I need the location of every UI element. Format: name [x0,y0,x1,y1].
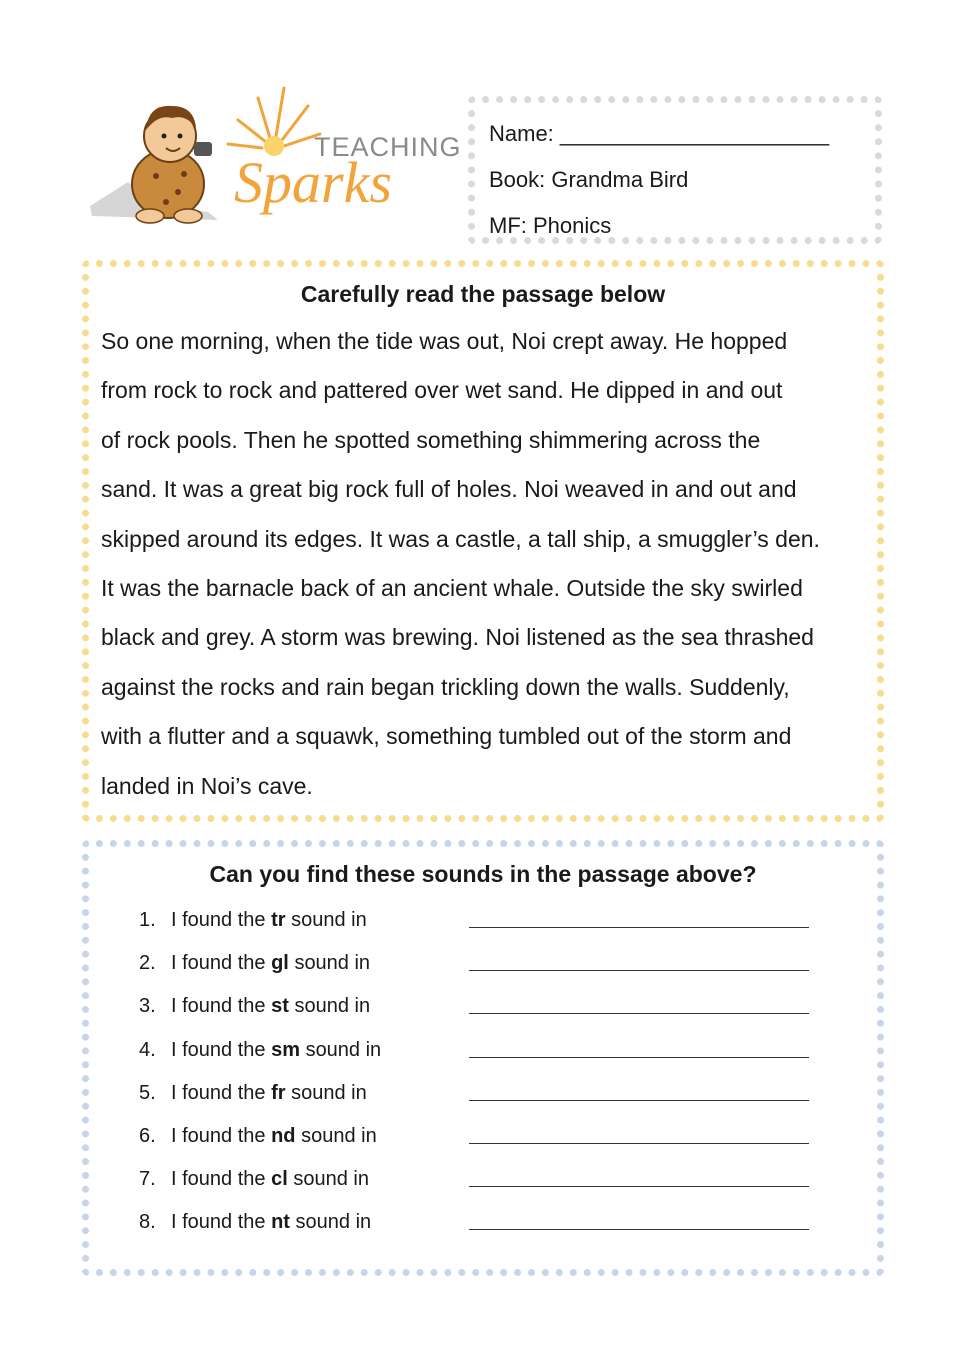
passage-box [82,260,884,822]
question-item [101,907,865,950]
passage-text: So one morning, when the tide was out, Noi crept away. He hopped from rock to rock and pattered over wet sand. He dipped in and out of rock pools. Then he spotted something shimmering across the sand. It was a great big rock full of holes. Noi weaved in and out and skipped around its edges. It was a castle, a tall ship, a smuggler’s den. It was the barnacle back of an ancient whale. Outside the sky swirled black and grey. A storm was brewing. Noi listened as the sea thrashed against the rocks and rain began trickling down the walls. Suddenly, with a flutter and a squawk, something tumbled out of the storm and landed in Noi’s cave. [101,328,820,799]
question-number: 7. [139,1168,156,1191]
answer-line[interactable] [469,1143,809,1144]
sound-bold: nd [271,1124,296,1147]
sound-bold: cl [271,1168,288,1191]
question-text: I found the sm sound in [171,1038,382,1061]
answer-line[interactable] [469,927,809,928]
question-text: I found the nd sound in [171,1124,377,1147]
sound-bold: st [271,995,289,1018]
name-label: Name: [489,121,554,146]
answer-line[interactable] [469,970,809,971]
question-item [101,950,865,993]
question-number: 6. [139,1124,156,1147]
question-list [101,907,865,1253]
question-text: I found the tr sound in [171,909,367,931]
question-number: 4. [139,1038,156,1061]
mf-line: MF: Phonics [489,213,612,238]
question-text: I found the st sound in [171,995,371,1018]
question-item [101,1166,865,1209]
question-item [101,1123,865,1166]
sound-bold: nt [271,1211,290,1234]
sound-bold: tr [271,909,286,931]
passage-title: Carefully read the passage below [300,281,666,307]
question-text: I found the cl sound in [171,1168,369,1191]
name-blank[interactable]: ______________________ [559,121,830,146]
question-number: 5. [139,1081,156,1104]
question-number: 1. [139,909,156,931]
student-info-box [468,96,882,244]
question-number: 8. [139,1211,156,1234]
question-text: I found the nt sound in [171,1211,372,1234]
logo-teaching-text: TEACHING [314,132,460,162]
answer-line[interactable] [469,1186,809,1187]
questions-box [82,840,884,1276]
sound-bold: sm [271,1038,300,1061]
answer-line[interactable] [469,1229,809,1230]
question-text: I found the fr sound in [171,1081,367,1104]
question-item [101,1080,865,1123]
sound-bold: gl [271,952,289,975]
answer-line[interactable] [469,1100,809,1101]
caveman-mascot-icon [88,84,460,234]
question-text: I found the gl sound in [171,952,371,975]
answer-line[interactable] [469,1013,809,1014]
question-number: 2. [139,952,156,975]
name-line [489,111,861,157]
book-line: Book: Grandma Bird [489,167,689,192]
question-item [101,1209,865,1252]
logo-sparks-text: Sparks [234,150,392,215]
sound-bold: fr [271,1081,286,1104]
teaching-sparks-logo [88,84,460,234]
question-number: 3. [139,995,156,1018]
question-item [101,1037,865,1080]
questions-title: Can you find these sounds in the passage above? [209,861,757,887]
question-item [101,993,865,1036]
answer-line[interactable] [469,1057,809,1058]
